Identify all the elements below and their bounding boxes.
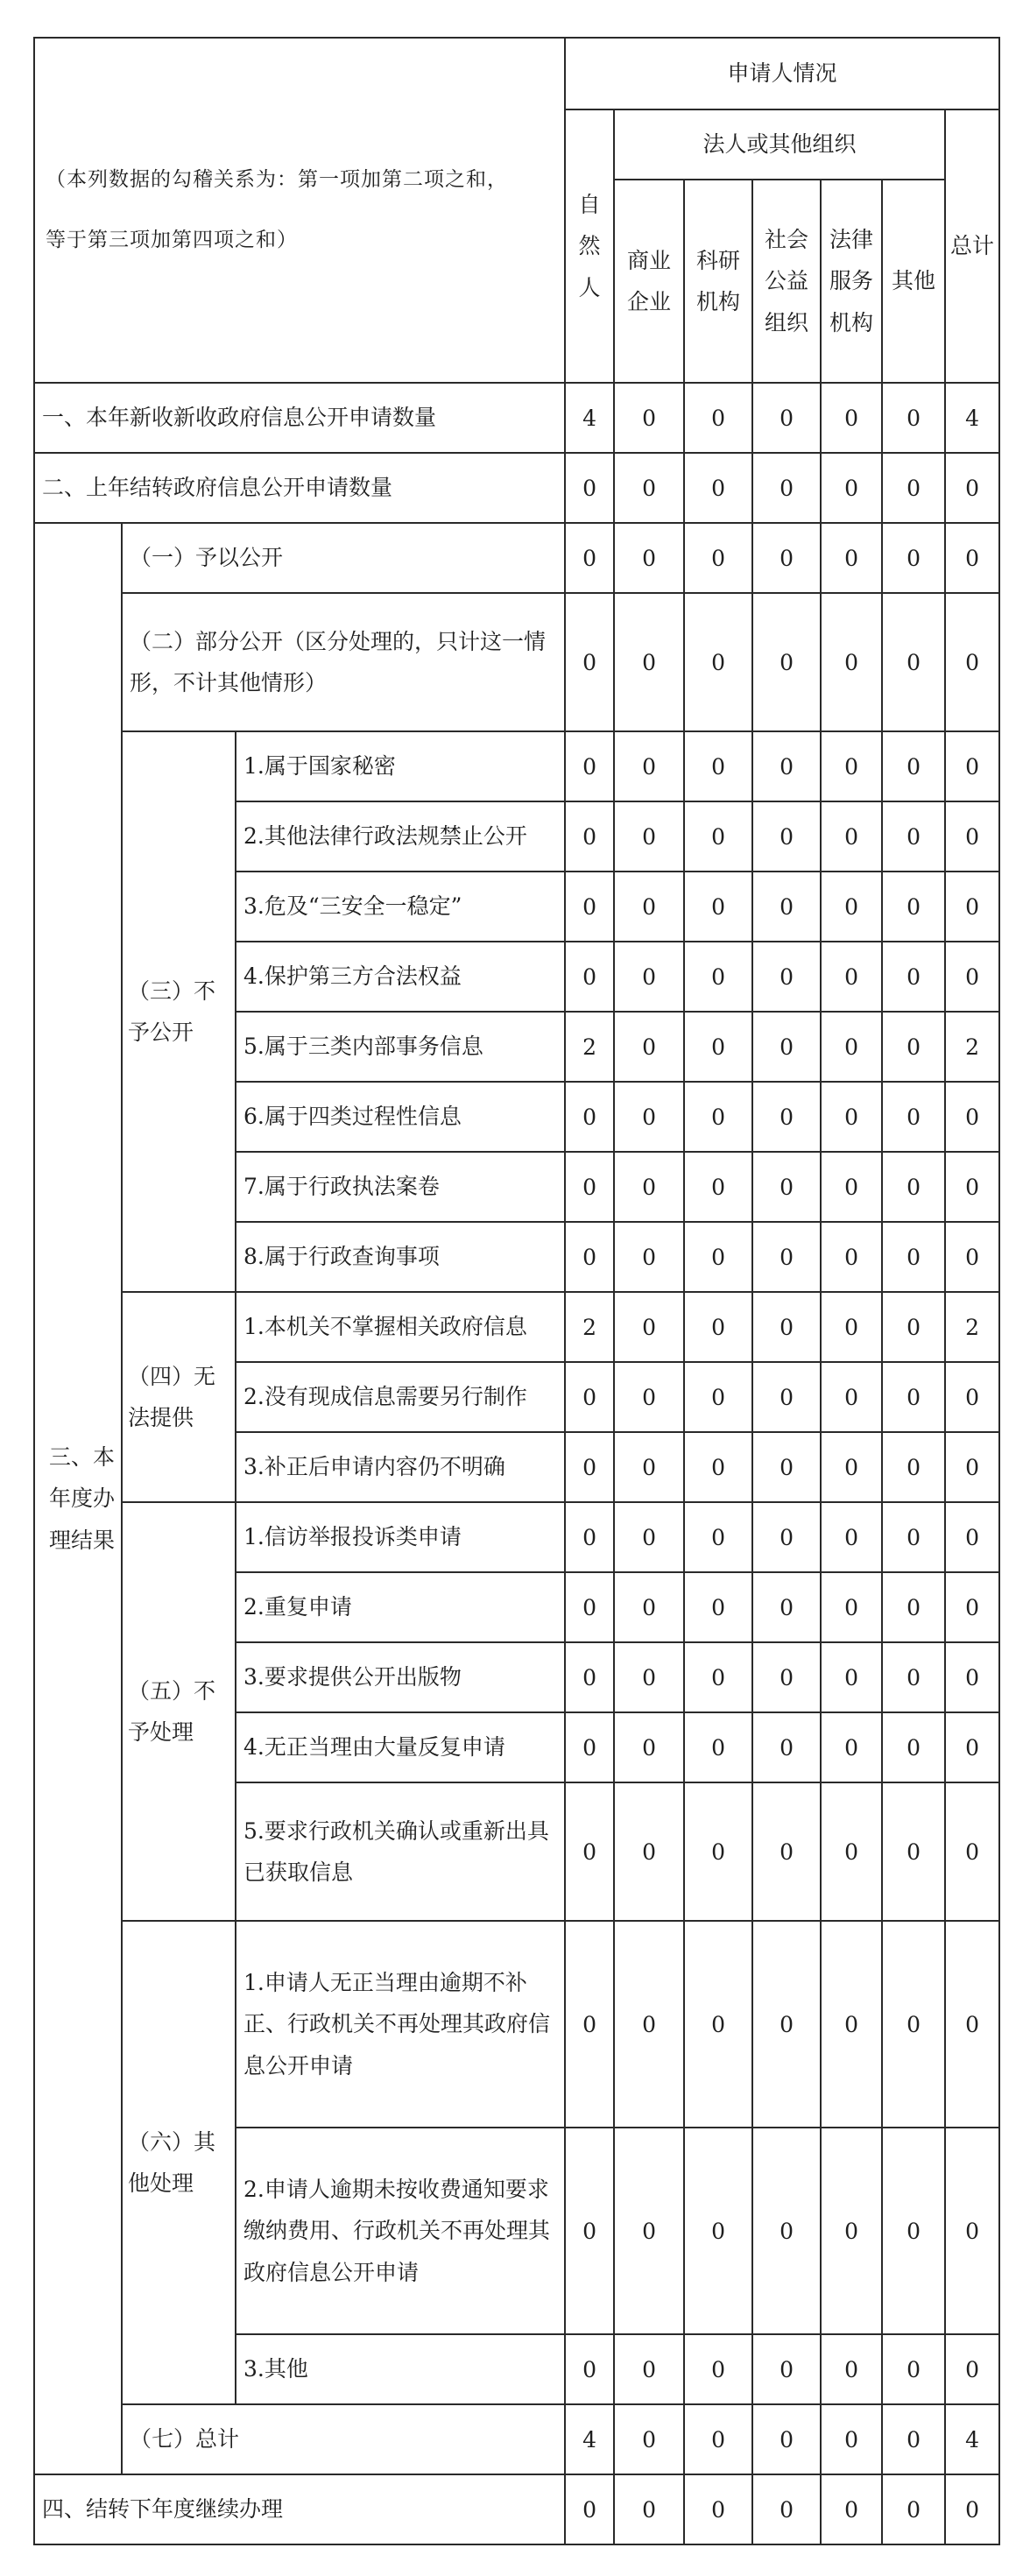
not-disclosed-item-research-value: 0: [684, 801, 752, 872]
other-processing-item-commercial-value: 0: [614, 1921, 684, 2128]
not-processed-item-research-value: 0: [684, 1782, 752, 1921]
header-note-line1: （本列数据的勾稽关系为：第一项加第二项之和，: [46, 168, 508, 191]
not-disclosed-item-label: 7.属于行政执法案卷: [236, 1152, 565, 1222]
not-disclosed-item-legal-service-value: 0: [821, 1012, 882, 1082]
not-disclosed-item-legal-service-value: 0: [821, 1082, 882, 1152]
not-disclosed-item-legal-service-value: 0: [821, 942, 882, 1012]
row-carry-forward-legal-service-value: 0: [821, 2474, 882, 2544]
other-processing-item-social-value: 0: [752, 1921, 821, 2128]
not-disclosed-item-research-value: 0: [684, 1012, 752, 1082]
row-partial-natural-value: 0: [565, 593, 614, 731]
row-partial-social-value: 0: [752, 593, 821, 731]
not-disclosed-item-label: 2.其他法律行政法规禁止公开: [236, 801, 565, 872]
not-processed-item-research-value: 0: [684, 1642, 752, 1712]
other-processing-item-label: 3.其他: [236, 2334, 565, 2404]
row-subtotal-total-value: 4: [945, 2404, 999, 2474]
not-disclosed-item-research-value: 0: [684, 1152, 752, 1222]
not-processed-item-legal-service-value: 0: [821, 1642, 882, 1712]
not-disclosed-item-total-value: 0: [945, 1082, 999, 1152]
not-disclosed-item-social-value: 0: [752, 1012, 821, 1082]
not-processed-item-other-value: 0: [882, 1502, 945, 1572]
not-disclosed-item-natural-value: 2: [565, 1012, 614, 1082]
other-processing-item-research-value: 0: [684, 2334, 752, 2404]
table-row: [34, 453, 999, 523]
other-processing-item-commercial-value: 0: [614, 2128, 684, 2334]
not-disclosed-item-other-value: 0: [882, 731, 945, 801]
not-processed-item-social-value: 0: [752, 1572, 821, 1642]
not-disclosed-item-research-value: 0: [684, 1222, 752, 1292]
unavailable-item-commercial-value: 0: [614, 1292, 684, 1362]
other-processing-item-research-value: 0: [684, 1921, 752, 2128]
unavailable-group-label: （四）无法提供: [122, 1292, 236, 1502]
not-processed-item-other-value: 0: [882, 1782, 945, 1921]
row-carried-over-social-value: 0: [752, 453, 821, 523]
not-disclosed-item-other-value: 0: [882, 1152, 945, 1222]
other-processing-item-research-value: 0: [684, 2128, 752, 2334]
row-new-applications-natural-value: 4: [565, 383, 614, 453]
header-note-line2: 等于第三项加第四项之和）: [46, 229, 298, 251]
unavailable-item-research-value: 0: [684, 1362, 752, 1432]
not-disclosed-item-other-value: 0: [882, 872, 945, 942]
row-subtotal-other-value: 0: [882, 2404, 945, 2474]
not-processed-item-total-value: 0: [945, 1712, 999, 1782]
unavailable-item-other-value: 0: [882, 1432, 945, 1502]
row-carried-over-total-value: 0: [945, 453, 999, 523]
not-disclosed-item-social-value: 0: [752, 731, 821, 801]
not-processed-item-commercial-value: 0: [614, 1642, 684, 1712]
not-processed-item-other-value: 0: [882, 1572, 945, 1642]
table-body: [34, 38, 999, 2544]
row-carried-over-label: 二、上年结转政府信息公开申请数量: [34, 453, 565, 523]
unavailable-item-total-value: 0: [945, 1362, 999, 1432]
other-processing-item-legal-service-value: 0: [821, 1921, 882, 2128]
row-disclosed-legal-service-value: 0: [821, 523, 882, 593]
unavailable-item-legal-service-value: 0: [821, 1432, 882, 1502]
row-carry-forward-other-value: 0: [882, 2474, 945, 2544]
not-disclosed-item-label: 8.属于行政查询事项: [236, 1222, 565, 1292]
not-disclosed-item-other-value: 0: [882, 942, 945, 1012]
row-new-applications-total-value: 4: [945, 383, 999, 453]
not-disclosed-item-social-value: 0: [752, 1222, 821, 1292]
statistics-table: [33, 37, 1000, 2545]
other-processing-item-legal-service-value: 0: [821, 2128, 882, 2334]
unavailable-item-legal-service-value: 0: [821, 1292, 882, 1362]
header-social: 社会公益组织: [752, 180, 821, 383]
table-row: [34, 523, 999, 593]
not-disclosed-item-label: 3.危及“三安全一稳定”: [236, 872, 565, 942]
other-processing-item-social-value: 0: [752, 2128, 821, 2334]
row-partial-total-value: 0: [945, 593, 999, 731]
not-processed-item-legal-service-value: 0: [821, 1712, 882, 1782]
not-disclosed-item-total-value: 0: [945, 801, 999, 872]
unavailable-item-other-value: 0: [882, 1292, 945, 1362]
not-disclosed-item-commercial-value: 0: [614, 942, 684, 1012]
row-disclosed-total-value: 0: [945, 523, 999, 593]
other-processing-item-total-value: 0: [945, 2128, 999, 2334]
not-disclosed-item-commercial-value: 0: [614, 731, 684, 801]
row-disclosed-label: （一）予以公开: [122, 523, 565, 593]
other-processing-item-other-value: 0: [882, 2334, 945, 2404]
not-processed-item-legal-service-value: 0: [821, 1502, 882, 1572]
not-disclosed-item-legal-service-value: 0: [821, 1222, 882, 1292]
section-three-label: 三、本年度办理结果: [34, 523, 122, 2474]
not-processed-item-label: 5.要求行政机关确认或重新出具已获取信息: [236, 1782, 565, 1921]
not-disclosed-item-total-value: 0: [945, 1222, 999, 1292]
not-disclosed-item-other-value: 0: [882, 1222, 945, 1292]
not-disclosed-item-commercial-value: 0: [614, 1012, 684, 1082]
row-subtotal-commercial-value: 0: [614, 2404, 684, 2474]
header-total: 总计: [945, 109, 999, 383]
other-processing-item-natural-value: 0: [565, 1921, 614, 2128]
not-processed-item-social-value: 0: [752, 1642, 821, 1712]
not-disclosed-item-label: 5.属于三类内部事务信息: [236, 1012, 565, 1082]
unavailable-item-natural-value: 0: [565, 1432, 614, 1502]
row-disclosed-natural-value: 0: [565, 523, 614, 593]
not-disclosed-item-label: 6.属于四类过程性信息: [236, 1082, 565, 1152]
table-row: [34, 2474, 999, 2544]
other-processing-item-label: 1.申请人无正当理由逾期不补正、行政机关不再处理其政府信息公开申请: [236, 1921, 565, 2128]
other-processing-item-total-value: 0: [945, 1921, 999, 2128]
other-processing-item-total-value: 0: [945, 2334, 999, 2404]
row-new-applications-other-value: 0: [882, 383, 945, 453]
header-note: [34, 38, 565, 383]
row-carried-over-commercial-value: 0: [614, 453, 684, 523]
not-disclosed-item-natural-value: 0: [565, 1222, 614, 1292]
not-disclosed-item-social-value: 0: [752, 1152, 821, 1222]
row-subtotal-natural-value: 4: [565, 2404, 614, 2474]
unavailable-item-total-value: 2: [945, 1292, 999, 1362]
unavailable-item-natural-value: 0: [565, 1362, 614, 1432]
unavailable-item-social-value: 0: [752, 1292, 821, 1362]
row-partial-commercial-value: 0: [614, 593, 684, 731]
row-partial-label: （二）部分公开（区分处理的，只计这一情形，不计其他情形）: [122, 593, 565, 731]
not-disclosed-item-label: 1.属于国家秘密: [236, 731, 565, 801]
not-disclosed-item-legal-service-value: 0: [821, 1152, 882, 1222]
not-processed-item-research-value: 0: [684, 1572, 752, 1642]
not-processed-item-natural-value: 0: [565, 1642, 614, 1712]
not-disclosed-item-total-value: 0: [945, 731, 999, 801]
not-processed-item-commercial-value: 0: [614, 1502, 684, 1572]
row-carry-forward-social-value: 0: [752, 2474, 821, 2544]
not-processed-item-other-value: 0: [882, 1712, 945, 1782]
other-processing-item-label: 2.申请人逾期未按收费通知要求缴纳费用、行政机关不再处理其政府信息公开申请: [236, 2128, 565, 2334]
not-processed-item-label: 4.无正当理由大量反复申请: [236, 1712, 565, 1782]
row-carry-forward-commercial-value: 0: [614, 2474, 684, 2544]
not-disclosed-item-research-value: 0: [684, 1082, 752, 1152]
header-commercial: 商业企业: [614, 180, 684, 383]
row-subtotal-label: （七）总计: [122, 2404, 565, 2474]
unavailable-item-label: 1.本机关不掌握相关政府信息: [236, 1292, 565, 1362]
header-applicant: 申请人情况: [565, 38, 999, 109]
not-processed-item-social-value: 0: [752, 1502, 821, 1572]
row-disclosed-social-value: 0: [752, 523, 821, 593]
unavailable-item-total-value: 0: [945, 1432, 999, 1502]
not-disclosed-item-label: 4.保护第三方合法权益: [236, 942, 565, 1012]
table-row: [34, 2404, 999, 2474]
row-carried-over-other-value: 0: [882, 453, 945, 523]
not-processed-item-total-value: 0: [945, 1782, 999, 1921]
not-disclosed-item-commercial-value: 0: [614, 801, 684, 872]
not-disclosed-item-legal-service-value: 0: [821, 872, 882, 942]
row-partial-other-value: 0: [882, 593, 945, 731]
not-processed-item-other-value: 0: [882, 1642, 945, 1712]
not-processed-item-commercial-value: 0: [614, 1712, 684, 1782]
unavailable-item-commercial-value: 0: [614, 1432, 684, 1502]
not-disclosed-item-natural-value: 0: [565, 731, 614, 801]
row-partial-legal-service-value: 0: [821, 593, 882, 731]
unavailable-item-label: 2.没有现成信息需要另行制作: [236, 1362, 565, 1432]
not-disclosed-item-natural-value: 0: [565, 1082, 614, 1152]
header-other: 其他: [882, 180, 945, 383]
other-processing-item-commercial-value: 0: [614, 2334, 684, 2404]
row-disclosed-other-value: 0: [882, 523, 945, 593]
not-disclosed-item-social-value: 0: [752, 1082, 821, 1152]
not-processed-item-commercial-value: 0: [614, 1782, 684, 1921]
other-processing-item-legal-service-value: 0: [821, 2334, 882, 2404]
other-processing-item-social-value: 0: [752, 2334, 821, 2404]
not-disclosed-item-natural-value: 0: [565, 1152, 614, 1222]
table-row: [34, 383, 999, 453]
not-disclosed-item-natural-value: 0: [565, 942, 614, 1012]
not-disclosed-item-legal-service-value: 0: [821, 731, 882, 801]
not-disclosed-item-legal-service-value: 0: [821, 801, 882, 872]
not-processed-item-research-value: 0: [684, 1712, 752, 1782]
not-processed-item-natural-value: 0: [565, 1502, 614, 1572]
not-disclosed-item-commercial-value: 0: [614, 1152, 684, 1222]
not-processed-item-label: 1.信访举报投诉类申请: [236, 1502, 565, 1572]
not-processed-item-commercial-value: 0: [614, 1572, 684, 1642]
not-disclosed-item-research-value: 0: [684, 872, 752, 942]
not-processed-item-label: 3.要求提供公开出版物: [236, 1642, 565, 1712]
row-new-applications-research-value: 0: [684, 383, 752, 453]
unavailable-item-research-value: 0: [684, 1432, 752, 1502]
row-disclosed-research-value: 0: [684, 523, 752, 593]
table-row: [34, 593, 999, 731]
not-disclosed-item-natural-value: 0: [565, 801, 614, 872]
not-disclosed-item-total-value: 0: [945, 1152, 999, 1222]
not-disclosed-item-social-value: 0: [752, 872, 821, 942]
header-legal-service: 法律服务机构: [821, 180, 882, 383]
not-processed-item-natural-value: 0: [565, 1782, 614, 1921]
not-processed-item-total-value: 0: [945, 1572, 999, 1642]
unavailable-item-label: 3.补正后申请内容仍不明确: [236, 1432, 565, 1502]
not-processed-group-label: （五）不予处理: [122, 1502, 236, 1921]
header-legal-org: 法人或其他组织: [614, 109, 945, 180]
not-processed-item-natural-value: 0: [565, 1572, 614, 1642]
row-subtotal-legal-service-value: 0: [821, 2404, 882, 2474]
unavailable-item-commercial-value: 0: [614, 1362, 684, 1432]
not-disclosed-item-other-value: 0: [882, 1012, 945, 1082]
row-new-applications-social-value: 0: [752, 383, 821, 453]
table-row: [34, 1502, 999, 1572]
other-processing-item-other-value: 0: [882, 2128, 945, 2334]
row-carried-over-natural-value: 0: [565, 453, 614, 523]
not-disclosed-item-social-value: 0: [752, 942, 821, 1012]
row-carry-forward-natural-value: 0: [565, 2474, 614, 2544]
not-disclosed-item-total-value: 0: [945, 872, 999, 942]
row-new-applications-label: 一、本年新收新收政府信息公开申请数量: [34, 383, 565, 453]
row-partial-research-value: 0: [684, 593, 752, 731]
not-disclosed-item-commercial-value: 0: [614, 1222, 684, 1292]
unavailable-item-legal-service-value: 0: [821, 1362, 882, 1432]
not-processed-item-research-value: 0: [684, 1502, 752, 1572]
not-processed-item-natural-value: 0: [565, 1712, 614, 1782]
not-processed-item-total-value: 0: [945, 1502, 999, 1572]
not-processed-item-label: 2.重复申请: [236, 1572, 565, 1642]
not-processed-item-social-value: 0: [752, 1712, 821, 1782]
unavailable-item-research-value: 0: [684, 1292, 752, 1362]
not-processed-item-legal-service-value: 0: [821, 1782, 882, 1921]
unavailable-item-other-value: 0: [882, 1362, 945, 1432]
not-processed-item-legal-service-value: 0: [821, 1572, 882, 1642]
row-subtotal-social-value: 0: [752, 2404, 821, 2474]
other-processing-item-natural-value: 0: [565, 2128, 614, 2334]
table-row: [34, 731, 999, 801]
not-disclosed-item-total-value: 2: [945, 1012, 999, 1082]
other-processing-item-natural-value: 0: [565, 2334, 614, 2404]
row-subtotal-research-value: 0: [684, 2404, 752, 2474]
table-row: [34, 1921, 999, 2128]
table-row: [34, 1292, 999, 1362]
unavailable-item-natural-value: 2: [565, 1292, 614, 1362]
not-disclosed-item-research-value: 0: [684, 731, 752, 801]
row-new-applications-legal-service-value: 0: [821, 383, 882, 453]
not-disclosed-item-natural-value: 0: [565, 872, 614, 942]
not-disclosed-item-commercial-value: 0: [614, 1082, 684, 1152]
not-disclosed-item-other-value: 0: [882, 801, 945, 872]
other-processing-item-other-value: 0: [882, 1921, 945, 2128]
unavailable-item-social-value: 0: [752, 1362, 821, 1432]
not-disclosed-item-total-value: 0: [945, 942, 999, 1012]
not-disclosed-item-research-value: 0: [684, 942, 752, 1012]
row-carry-forward-research-value: 0: [684, 2474, 752, 2544]
row-carry-forward-label: 四、结转下年度继续办理: [34, 2474, 565, 2544]
row-carried-over-legal-service-value: 0: [821, 453, 882, 523]
not-processed-item-social-value: 0: [752, 1782, 821, 1921]
not-disclosed-item-other-value: 0: [882, 1082, 945, 1152]
row-carry-forward-total-value: 0: [945, 2474, 999, 2544]
not-disclosed-item-social-value: 0: [752, 801, 821, 872]
header-natural-person: 自然人: [565, 109, 614, 383]
other-processing-group-label: （六）其他处理: [122, 1921, 236, 2404]
not-disclosed-group-label: （三）不予公开: [122, 731, 236, 1292]
row-carried-over-research-value: 0: [684, 453, 752, 523]
not-processed-item-total-value: 0: [945, 1642, 999, 1712]
header-research: 科研机构: [684, 180, 752, 383]
row-new-applications-commercial-value: 0: [614, 383, 684, 453]
unavailable-item-social-value: 0: [752, 1432, 821, 1502]
row-disclosed-commercial-value: 0: [614, 523, 684, 593]
not-disclosed-item-commercial-value: 0: [614, 872, 684, 942]
